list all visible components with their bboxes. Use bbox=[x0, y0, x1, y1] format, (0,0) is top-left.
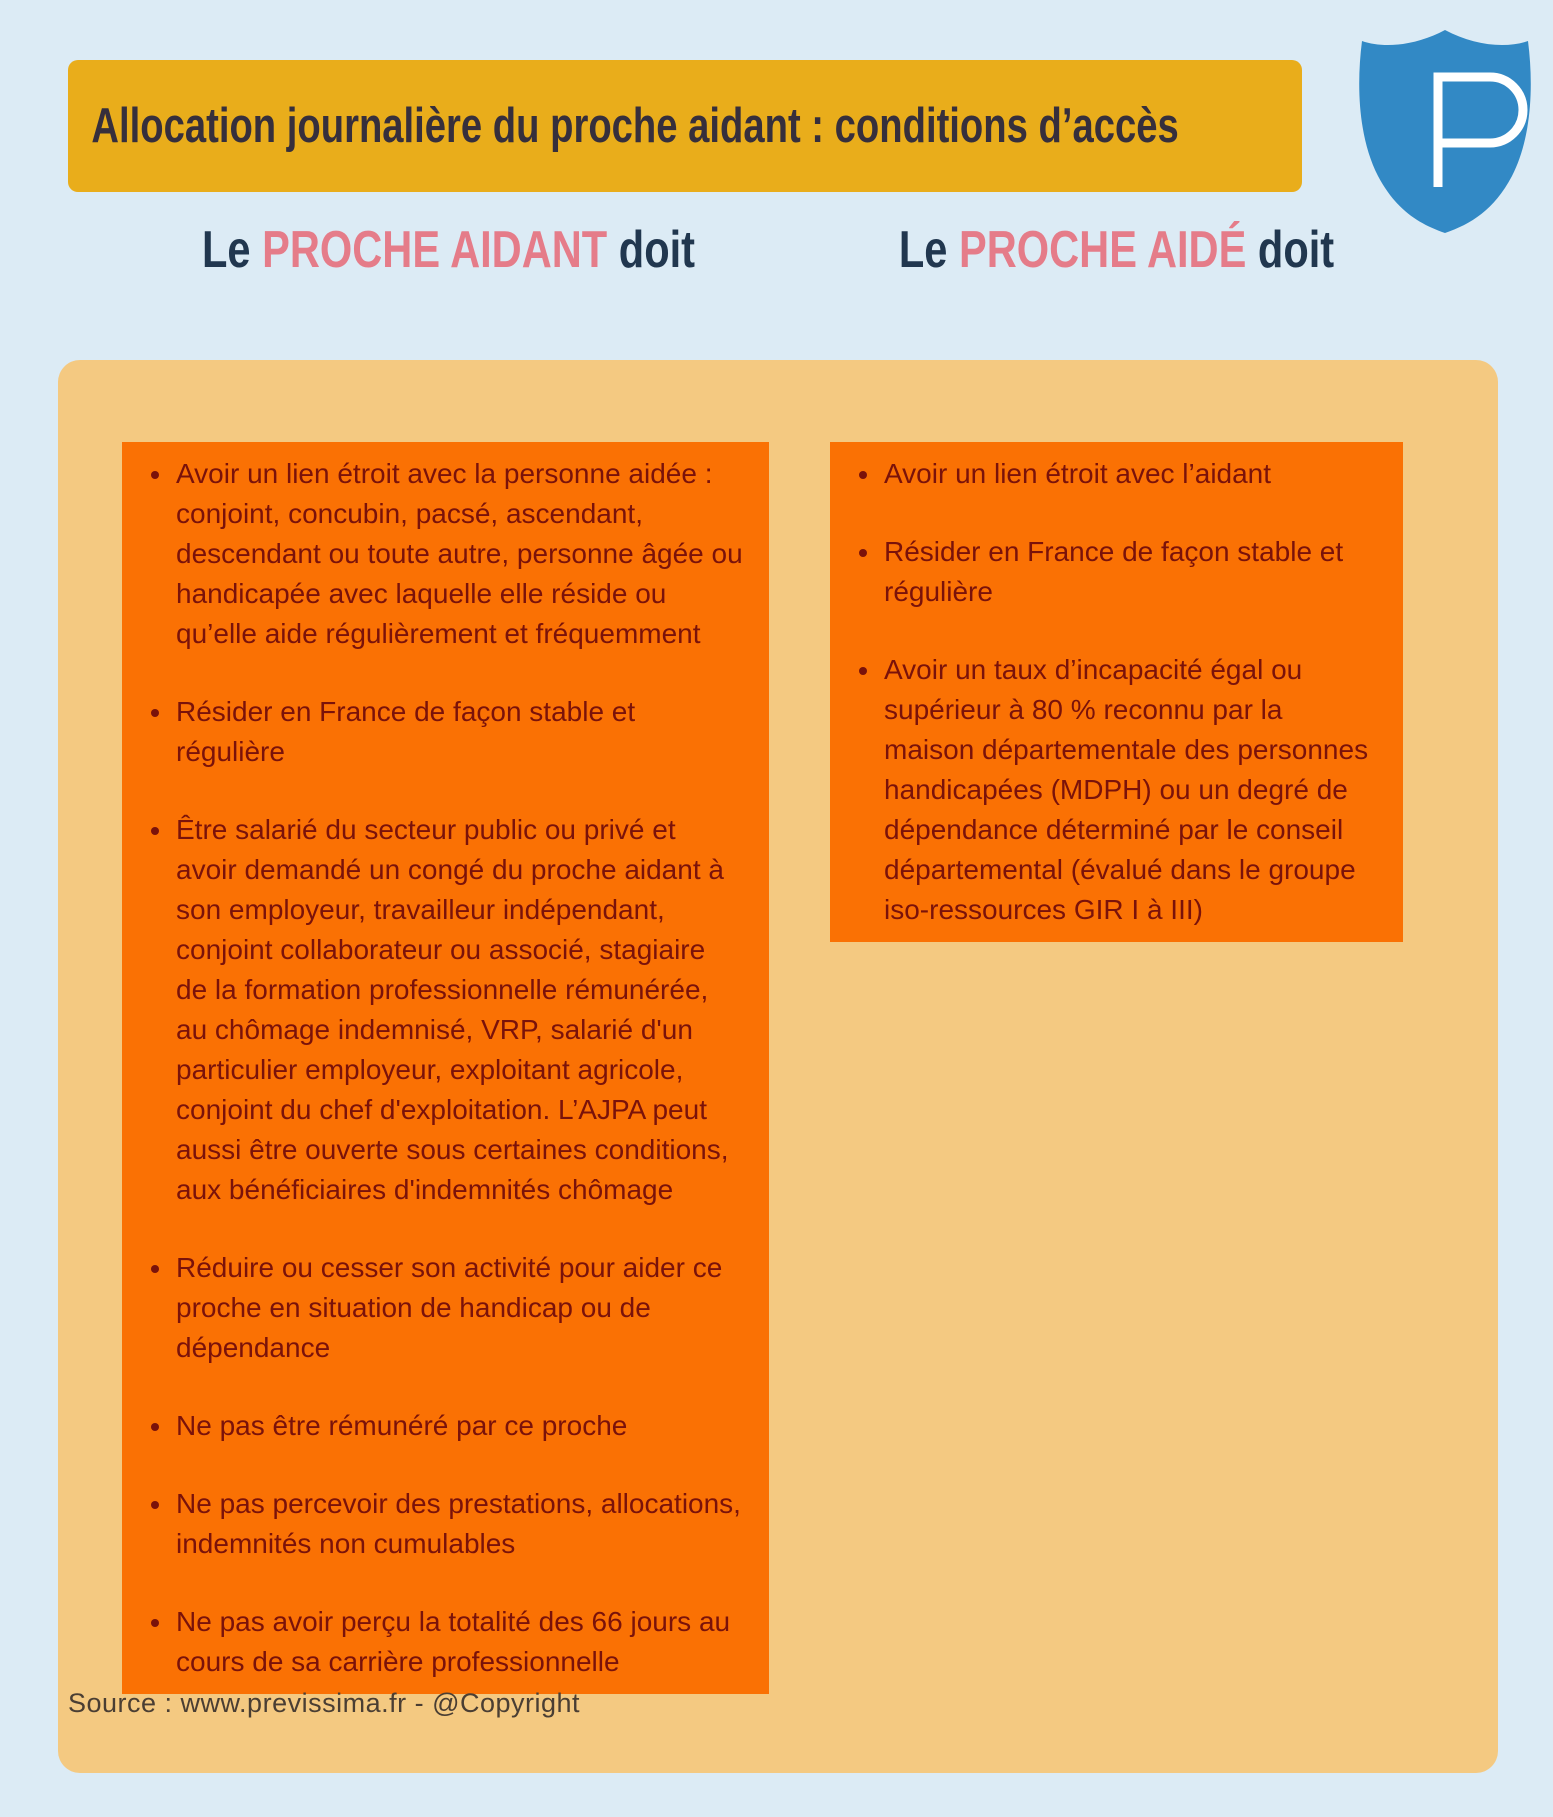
heading-suffix: doit bbox=[607, 221, 696, 279]
list-item: • Être salarié du secteur public ou privé et avoir demandé un congé du proche aidant à son employeur, travailleur indépendant, conjoint collaborateur ou associé, stagiaire de la formation professionnelle rémunérée, au chômage indemnisé, VRP, salarié d'un particulier employeur, exploitant agricole, conjoint du chef d'exploitation. L’AJPA peut aussi être ouverte sous certaines conditions, aux bénéficiaires d'indemnités chômage bbox=[174, 810, 743, 1210]
heading-prefix: Le bbox=[898, 221, 959, 279]
left-column-heading bbox=[187, 220, 709, 290]
list-item: • Ne pas percevoir des prestations, allocations, indemnités non cumulables bbox=[174, 1484, 743, 1564]
right-column-heading bbox=[887, 220, 1345, 290]
title-banner bbox=[68, 60, 1302, 192]
previssima-shield-logo bbox=[1354, 26, 1536, 238]
list-item: • Ne pas être rémunéré par ce proche bbox=[174, 1406, 743, 1446]
proche-aidant-conditions-box bbox=[122, 442, 769, 1694]
list-item: • Avoir un lien étroit avec la personne aidée : conjoint, concubin, pacsé, ascendant, descendant ou toute autre, personne âgée ou handicapée avec laquelle elle réside ou qu’elle aide régulièrement et fréquemment bbox=[174, 454, 743, 654]
source-credit: Source : www.previssima.fr - @Copyright bbox=[68, 1688, 581, 1718]
proche-aide-conditions-box bbox=[830, 442, 1403, 942]
list-item: • Résider en France de façon stable et régulière bbox=[174, 692, 743, 772]
list-item: • Résider en France de façon stable et régulière bbox=[882, 532, 1377, 612]
list-item: • Avoir un lien étroit avec l’aidant bbox=[882, 454, 1377, 494]
heading-suffix: doit bbox=[1246, 221, 1335, 279]
page-title: Allocation journalière du proche aidant : conditions d’accès bbox=[91, 99, 1179, 153]
heading-highlight: PROCHE AIDANT bbox=[262, 221, 608, 279]
list-item: • Avoir un taux d’incapacité égal ou supérieur à 80 % reconnu par la maison départementale des personnes handicapées (MDPH) ou un degré de dépendance déterminé par le conseil départemental (évalué dans le groupe iso-ressources GIR I à III) bbox=[882, 650, 1377, 930]
heading-prefix: Le bbox=[201, 221, 263, 279]
shield-icon bbox=[1354, 26, 1536, 238]
list-item: • Réduire ou cesser son activité pour aider ce proche en situation de handicap ou de dépendance bbox=[174, 1248, 743, 1368]
proche-aide-bullet-list bbox=[830, 442, 1403, 942]
list-item: • Ne pas avoir perçu la totalité des 66 jours au cours de sa carrière professionnelle bbox=[174, 1602, 743, 1682]
heading-highlight: PROCHE AIDÉ bbox=[958, 221, 1247, 279]
conditions-panel bbox=[58, 360, 1498, 1773]
proche-aidant-bullet-list bbox=[122, 442, 769, 1694]
